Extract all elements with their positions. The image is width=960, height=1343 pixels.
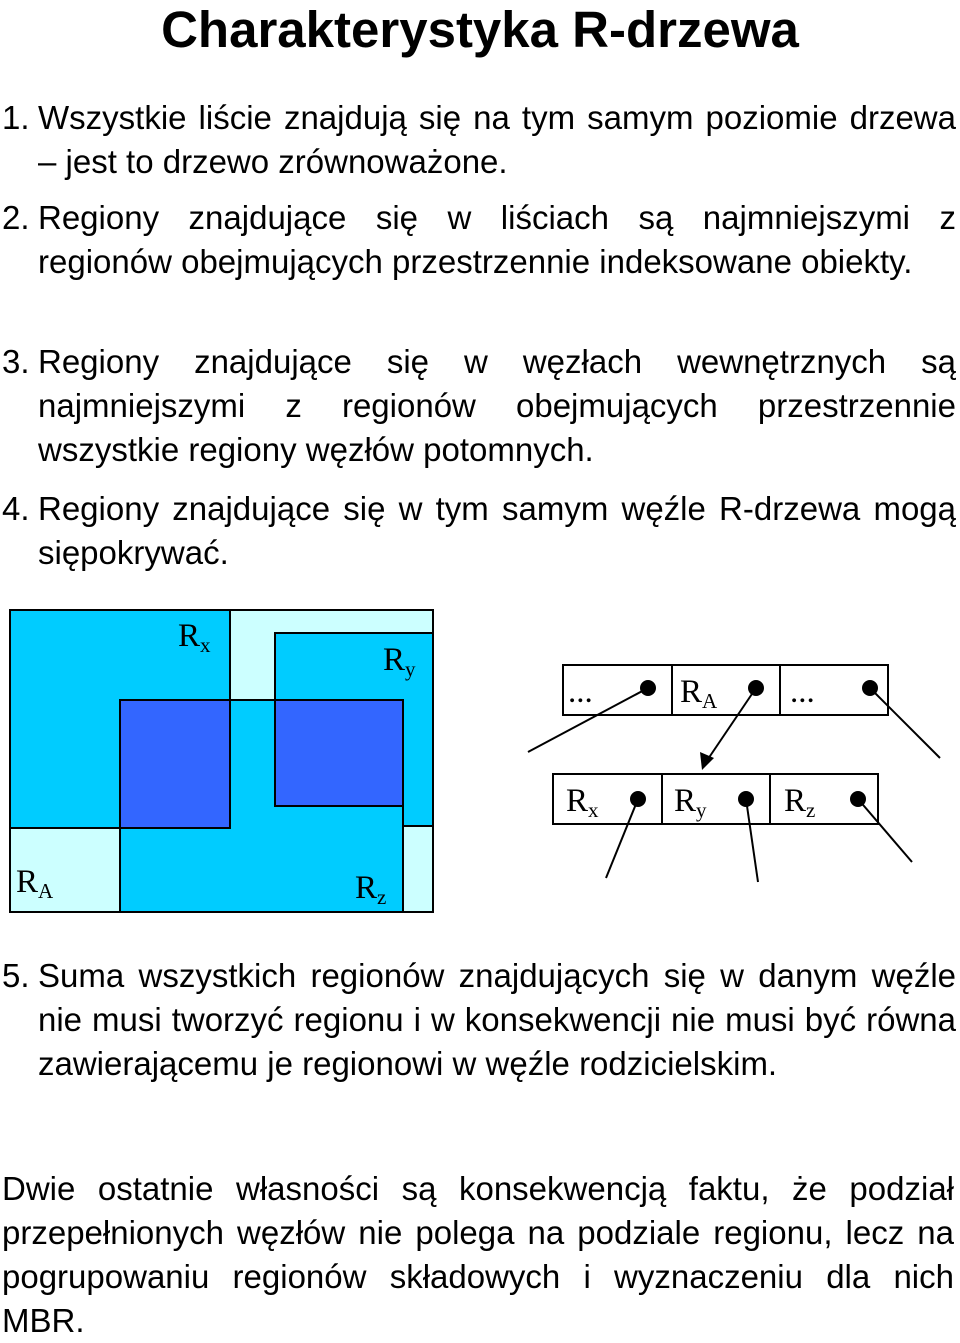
conclusion-paragraph: Dwie ostatnie własności są konsekwencją faktu, że podział przepełnionych węzłów nie polega na podziale regionu, lecz na pogrupowaniu regionów składowych i wyznaczeniu dla nich MBR. — [2, 1170, 954, 1339]
list-item-1 — [0, 96, 960, 184]
label-ry: Ry — [383, 642, 416, 681]
r-tree-figure — [0, 600, 960, 930]
item-number: 4. — [2, 490, 30, 527]
item-number: 1. — [2, 99, 30, 136]
label-rz: Rz — [355, 870, 387, 909]
item-number: 5. — [2, 957, 30, 994]
item-text: Regiony znajdujące się w tym samym węźle R-drzewa mogą siępokrywać. — [38, 490, 956, 571]
item-text: Wszystkie liście znajdują się na tym samym poziomie drzewa – jest to drzewo zrównoważone. — [38, 99, 956, 180]
item-number: 2. — [2, 199, 30, 236]
object-rect-left — [120, 700, 230, 828]
label-rx: Rx — [178, 618, 211, 657]
parent-left-ellipsis: ... — [568, 674, 593, 710]
list-item-4 — [0, 487, 960, 575]
item-text: Regiony znajdujące się w liściach są najmniejszymi z regionów obejmujących przestrzennie indeksowane obiekty. — [38, 199, 956, 280]
parent-entry-ra: RA — [680, 674, 718, 713]
item-number: 3. — [2, 343, 30, 380]
r-tree-diagram — [0, 600, 960, 930]
item-text: Regiony znajdujące się w węzłach wewnętrznych są najmniejszymi z regionów obejmujących przestrzennie wszystkie regiony węzłów potomnych. — [38, 343, 956, 468]
child-entry-ry: Ry — [674, 783, 707, 822]
label-ra: RA — [16, 864, 54, 903]
child-entry-rz: Rz — [784, 783, 816, 822]
page-title: Charakterystyka R-drzewa — [161, 1, 799, 58]
child-entry-rx: Rx — [566, 783, 599, 822]
item-text: Suma wszystkich regionów znajdujących się w danym węźle nie musi tworzyć regionu i w konsekwencji nie musi być równa zawierającemu je regionowi w węźle rodzicielskim. — [38, 957, 956, 1082]
parent-right-ellipsis: ... — [790, 674, 815, 710]
list-item-3 — [0, 340, 960, 472]
list-item-5 — [0, 954, 960, 1086]
child-node — [553, 774, 878, 824]
list-item-2 — [0, 196, 960, 284]
object-rect-right — [275, 700, 403, 806]
